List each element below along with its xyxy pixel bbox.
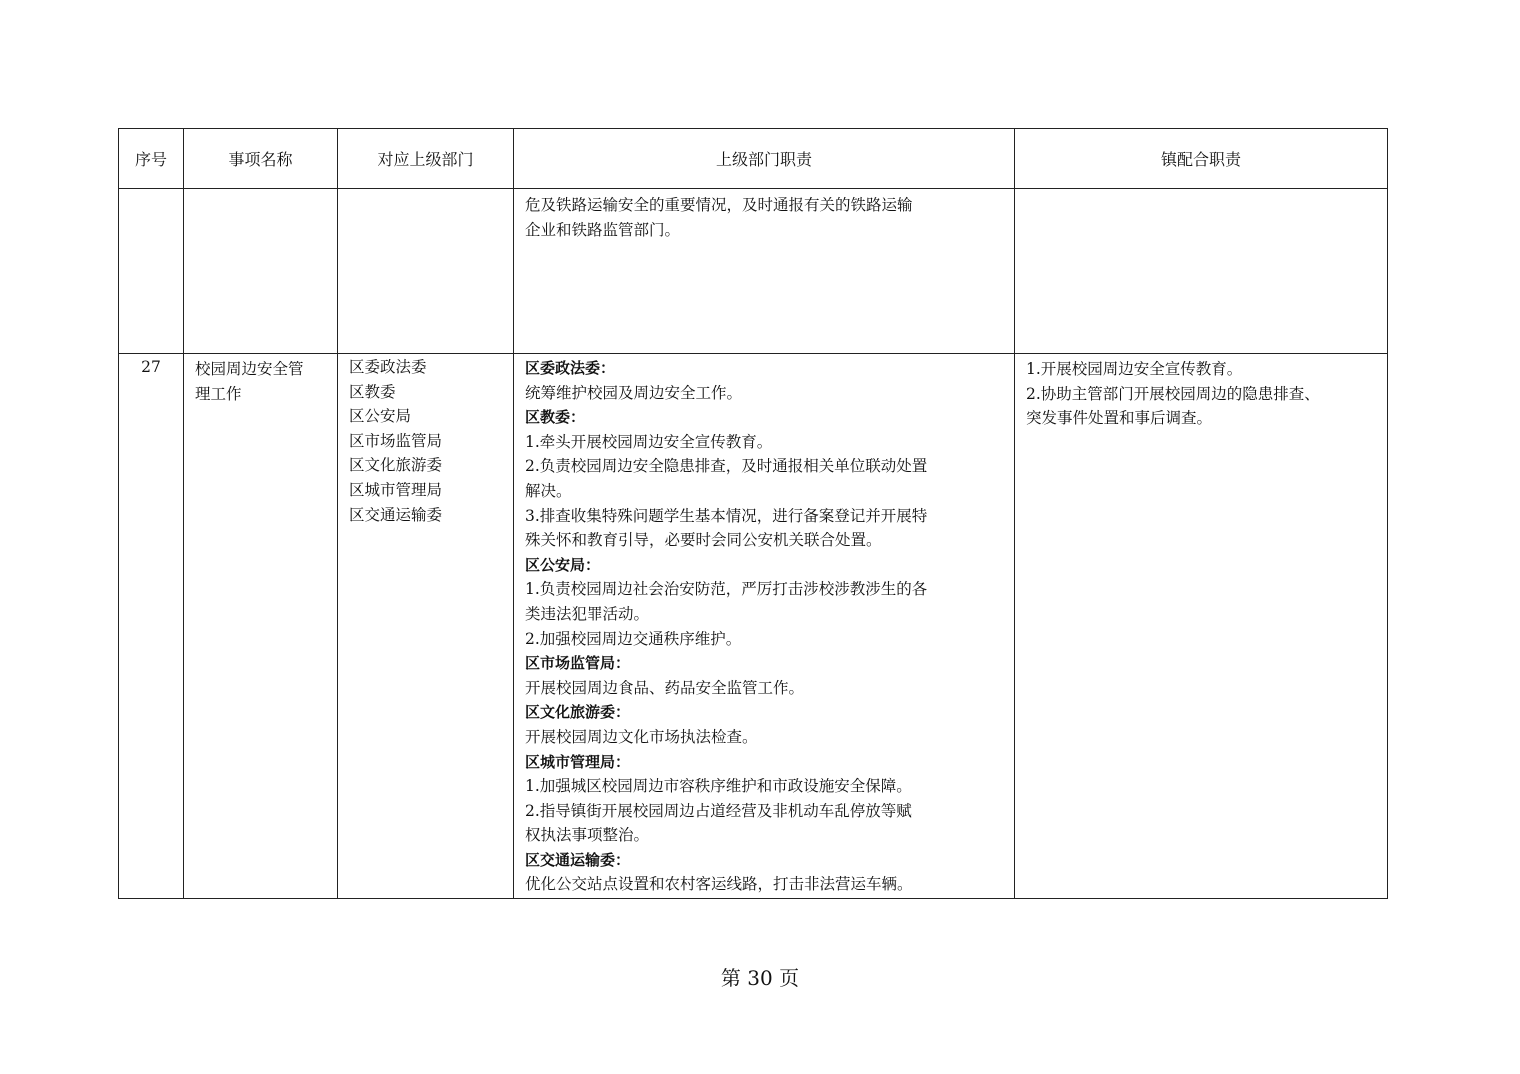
duty-block-title: 区交通运输委：: [525, 850, 631, 869]
duty-line: 统筹维护校园及周边安全工作。: [525, 383, 743, 402]
row-number: 27: [141, 358, 161, 376]
duty-line: 企业和铁路监管部门。: [525, 220, 681, 239]
cell-departments: [338, 354, 514, 899]
header-superior-department: 对应上级部门: [338, 129, 514, 189]
page-number: 第 30 页: [720, 966, 800, 990]
department-item: 区文化旅游委: [349, 456, 443, 475]
duty-line: 权执法事项整治。: [525, 826, 650, 845]
duty-block-title: 区教委：: [525, 408, 586, 427]
duty-line: 开展校园周边食品、药品安全监管工作。: [525, 678, 805, 697]
duty-block-title: 区城市管理局：: [525, 752, 631, 771]
responsibility-table: [118, 128, 1388, 899]
duty-block-title: 区文化旅游委：: [525, 703, 631, 722]
cell-town-duties-empty: [1015, 189, 1388, 354]
table-row-27: [119, 354, 1388, 899]
department-item: 区委政法委: [349, 358, 427, 376]
duty-line: 1.负责校园周边社会治安防范，严厉打击涉校涉教涉生的各: [525, 580, 928, 599]
duty-block-title: 区市场监管局：: [525, 654, 631, 673]
duty-line: 3.排查收集特殊问题学生基本情况，进行备案登记并开展特: [525, 506, 928, 525]
header-superior-duties: 上级部门职责: [514, 129, 1015, 189]
item-name-line: 理工作: [195, 384, 242, 403]
duty-line: 2.加强校园周边交通秩序维护。: [525, 629, 742, 648]
duty-line: 殊关怀和教育引导，必要时会同公安机关联合处置。: [525, 531, 882, 550]
duty-line: 2.负责校园周边安全隐患排查，及时通报相关单位联动处置: [525, 457, 928, 476]
duty-line: 危及铁路运输安全的重要情况，及时通报有关的铁路运输: [525, 196, 913, 214]
duty-line: 类违法犯罪活动。: [525, 604, 650, 623]
cell-town-duties: [1015, 354, 1388, 899]
item-name-line: 校园周边安全管: [195, 360, 304, 378]
cell-superior-duties: [514, 189, 1015, 354]
duty-block-title: 区委政法委：: [525, 359, 616, 377]
duty-line: 2.指导镇街开展校园周边占道经营及非机动车乱停放等赋: [525, 801, 912, 820]
department-item: 区城市管理局: [349, 480, 443, 499]
duty-block-title: 区公安局：: [525, 555, 601, 574]
header-item-name: 事项名称: [184, 129, 338, 189]
cell-superior-duties: [514, 354, 1015, 899]
table-header-row: [119, 129, 1388, 189]
department-item: 区交通运输委: [349, 505, 443, 524]
town-duty-line: 1.开展校园周边安全宣传教育。: [1026, 360, 1243, 378]
table-row-continued: [119, 189, 1388, 354]
town-duty-line: 突发事件处置和事后调查。: [1026, 409, 1213, 428]
department-item: 区教委: [349, 382, 396, 401]
cell-number-empty: [119, 189, 184, 354]
cell-number: [119, 354, 184, 899]
duty-line: 解决。: [525, 481, 572, 500]
duty-line: 优化公交站点设置和农村客运线路，打击非法营运车辆。: [525, 875, 913, 894]
duty-line: 1.牵头开展校园周边安全宣传教育。: [525, 432, 773, 451]
header-town-duties: 镇配合职责: [1015, 129, 1388, 189]
header-number: 序号: [119, 129, 184, 189]
department-item: 区公安局: [349, 407, 412, 426]
cell-item-name-empty: [184, 189, 338, 354]
duty-line: 开展校园周边文化市场执法检查。: [525, 727, 758, 746]
cell-department-empty: [338, 189, 514, 354]
department-item: 区市场监管局: [349, 431, 443, 450]
duty-line: 1.加强城区校园周边市容秩序维护和市政设施安全保障。: [525, 777, 912, 796]
town-duty-line: 2.协助主管部门开展校园周边的隐患排查、: [1026, 384, 1320, 403]
cell-item-name: [184, 354, 338, 899]
